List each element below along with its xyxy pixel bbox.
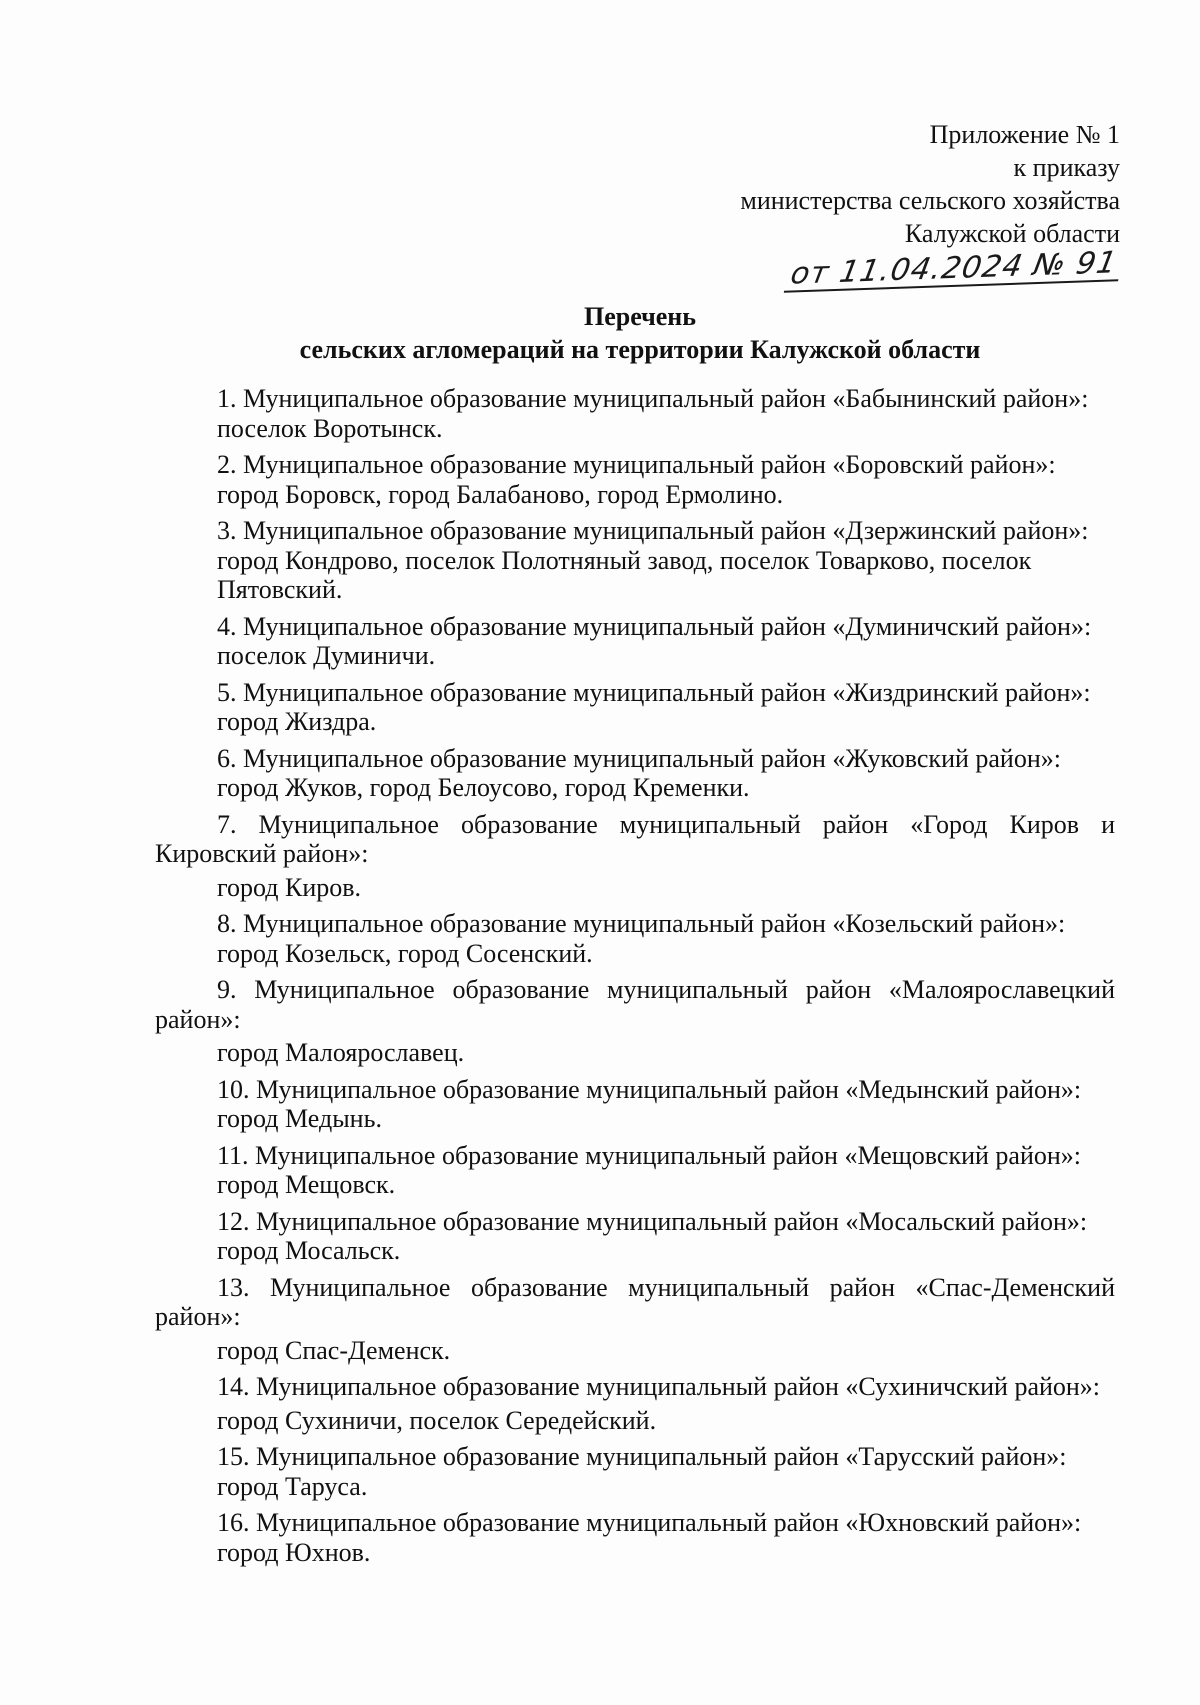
district-settlements: город Мосальск. — [217, 1236, 401, 1265]
list-item — [155, 975, 1115, 1068]
list-item — [155, 1273, 1115, 1366]
district-settlements: город Сухиничи, поселок Середейский. — [217, 1405, 657, 1435]
appendix-header — [560, 118, 1121, 292]
list-item — [155, 384, 1115, 443]
district-settlements: город Киров. — [217, 872, 362, 902]
district-settlements: город Юхнов. — [217, 1537, 371, 1567]
district-settlements: город Жиздра. — [217, 707, 377, 736]
district-heading: 3. Муниципальное образование муниципальный район «Дзержинский район»: — [217, 516, 1089, 545]
district-heading: 16. Муниципальное образование муниципальный район «Юхновский район»: — [217, 1508, 1082, 1537]
list-item — [155, 1442, 1115, 1501]
district-heading: 6. Муниципальное образование муниципальный район «Жуковский район»: — [217, 743, 1061, 773]
appendix-number: Приложение № 1 — [929, 120, 1120, 149]
district-heading: 4. Муниципальное образование муниципальный район «Думиничский район»: — [217, 611, 1092, 641]
district-heading: 1. Муниципальное образование муниципальный район «Бабынинский район»: — [217, 384, 1089, 413]
appendix-ministry: министерства сельского хозяйства — [740, 186, 1120, 215]
list-item — [155, 678, 1115, 737]
district-heading: 11. Муниципальное образование муниципальный район «Мещовский район»: — [217, 1140, 1082, 1170]
list-item — [155, 909, 1115, 968]
list-item — [155, 450, 1115, 509]
district-heading: 10. Муниципальное образование муниципальный район «Медынский район»: — [217, 1074, 1082, 1104]
list-item — [155, 1075, 1115, 1134]
handwritten-order-date-number: от 11.04.2024 № 91 — [784, 246, 1124, 293]
district-settlements: поселок Думиничи. — [217, 641, 436, 670]
list-item — [155, 1372, 1115, 1435]
district-settlements: город Медынь. — [217, 1104, 382, 1133]
title-line-2: сельских агломераций на территории Калужской области — [299, 335, 981, 364]
district-settlements: город Спас-Деменск. — [217, 1335, 451, 1365]
district-heading: 14. Муниципальное образование муниципальный район «Сухиничский район»: — [217, 1372, 1101, 1401]
district-heading: 12. Муниципальное образование муниципальный район «Мосальский район»: — [217, 1206, 1088, 1236]
list-item — [155, 516, 1115, 605]
district-settlements: поселок Воротынск. — [217, 413, 443, 443]
district-heading: 7. Муниципальное образование муниципальный район «Город Киров и Кировский район»: — [155, 809, 1115, 868]
district-settlements: город Козельск, город Сосенский. — [217, 938, 593, 968]
district-heading: 2. Муниципальное образование муниципальный район «Боровский район»: — [217, 450, 1056, 479]
title-line-1: Перечень — [583, 302, 697, 331]
list-item — [155, 744, 1115, 803]
district-heading: 9. Муниципальное образование муниципальный район «Малоярославецкий район»: — [155, 975, 1115, 1034]
agglomeration-list — [155, 384, 1115, 1574]
list-item — [155, 1141, 1115, 1200]
district-heading: 15. Муниципальное образование муниципальный район «Тарусский район»: — [217, 1442, 1067, 1471]
appendix-region: Калужской области — [904, 219, 1120, 248]
list-item — [155, 1508, 1115, 1567]
list-item — [155, 1207, 1115, 1266]
district-heading: 8. Муниципальное образование муниципальный район «Козельский район»: — [217, 909, 1066, 938]
district-settlements: город Жуков, город Белоусово, город Кременки. — [217, 773, 750, 802]
district-heading: 13. Муниципальное образование муниципальный район «Спас-Деменский район»: — [155, 1272, 1115, 1331]
district-settlements: город Боровск, город Балабаново, город Ермолино. — [217, 479, 784, 509]
district-settlements: город Мещовск. — [217, 1170, 396, 1199]
list-item — [155, 612, 1115, 671]
district-settlements: город Кондрово, поселок Полотняный завод, поселок Товарково, поселок Пятовский. — [217, 545, 1032, 604]
district-settlements: город Таруса. — [217, 1471, 368, 1501]
document-title — [160, 300, 1120, 366]
district-settlements: город Малоярославец. — [217, 1038, 465, 1067]
appendix-order-ref: к приказу — [1013, 153, 1120, 182]
list-item — [155, 810, 1115, 903]
district-heading: 5. Муниципальное образование муниципальный район «Жиздринский район»: — [217, 677, 1091, 707]
